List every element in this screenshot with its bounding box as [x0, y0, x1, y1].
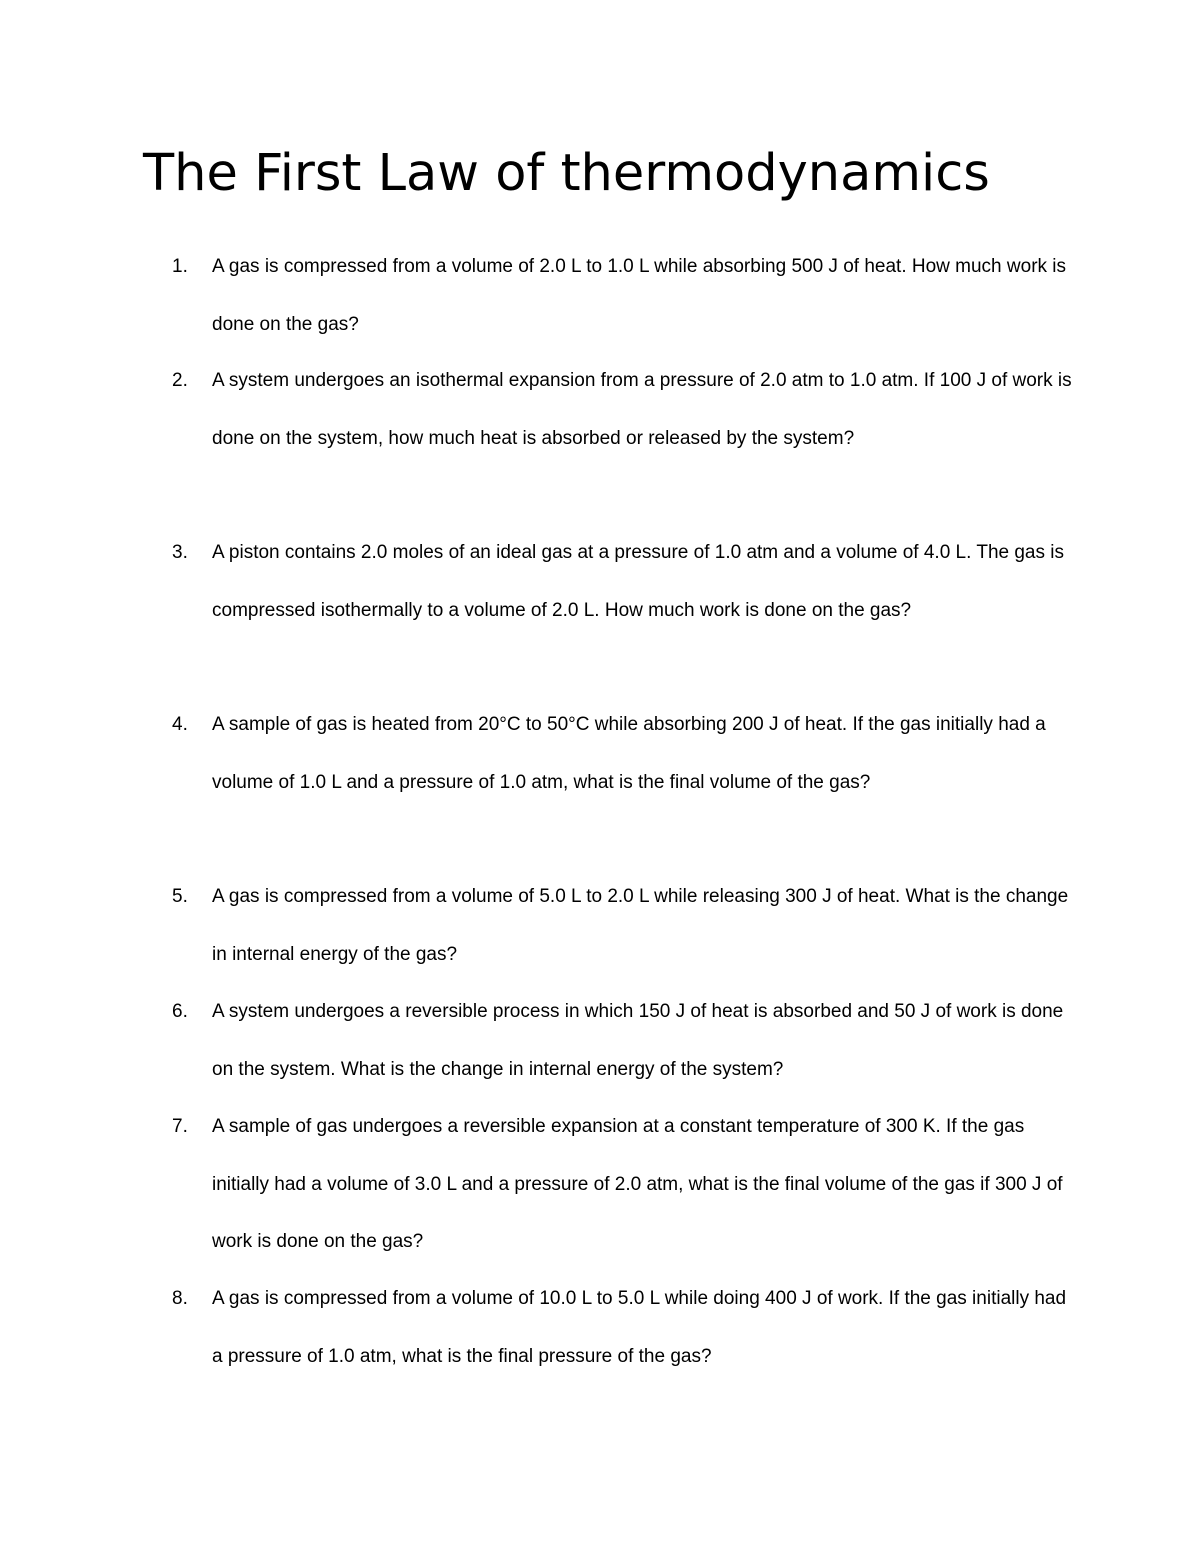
question-number: 3.	[172, 542, 188, 563]
question-number: 8.	[172, 1288, 188, 1309]
question-text: A system undergoes a reversible process in which 150 J of heat is absorbed and 50 J of work is done on the system. What is the change in internal energy of the system?	[212, 1001, 1064, 1080]
question-text: A system undergoes an isothermal expansion from a pressure of 2.0 atm to 1.0 atm. If 100 J of work is done on the system, how much heat is absorbed or released by the system?	[212, 370, 1072, 449]
question-number: 6.	[172, 1001, 188, 1022]
question-number: 4.	[172, 714, 188, 735]
question-text: A piston contains 2.0 moles of an ideal gas at a pressure of 1.0 atm and a volume of 4.0 L. The gas is compressed isothermally to a volume of 2.0 L. How much work is done on the gas?	[212, 542, 1064, 621]
page-title: The First Law of thermodynamics	[143, 144, 990, 203]
question-text: A gas is compressed from a volume of 10.0 L to 5.0 L while doing 400 J of work. If the gas initially had a pressure of 1.0 atm, what is the final pressure of the gas?	[212, 1288, 1067, 1367]
question-number: 7.	[172, 1116, 188, 1137]
question-text: A gas is compressed from a volume of 5.0 L to 2.0 L while releasing 300 J of heat. What is the change in internal energy of the gas?	[212, 886, 1069, 965]
question-number: 2.	[172, 370, 188, 391]
question-text: A sample of gas is heated from 20°C to 50°C while absorbing 200 J of heat. If the gas initially had a volume of 1.0 L and a pressure of 1.0 atm, what is the final volume of the gas?	[212, 714, 1046, 793]
question-text: A sample of gas undergoes a reversible expansion at a constant temperature of 300 K. If the gas initially had a volume of 3.0 L and a pressure of 2.0 atm, what is the final volume of the gas if 300 J of work is done on the gas?	[212, 1116, 1063, 1252]
question-number: 1.	[172, 256, 188, 277]
question-text: A gas is compressed from a volume of 2.0 L to 1.0 L while absorbing 500 J of heat. How much work is done on the gas?	[212, 256, 1067, 335]
question-number: 5.	[172, 886, 188, 907]
